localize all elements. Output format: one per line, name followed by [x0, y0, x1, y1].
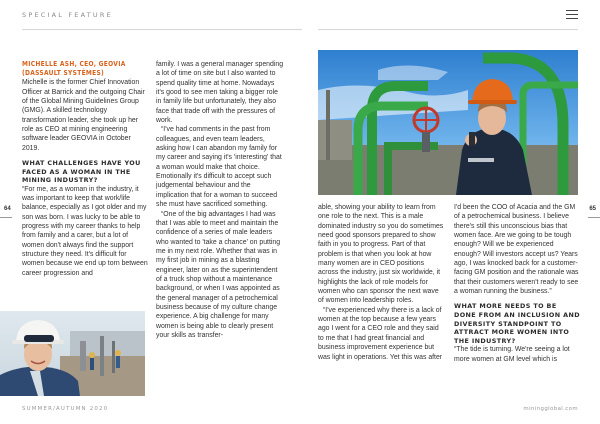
photo-worker-green-pipes: [318, 50, 578, 195]
hamburger-menu-icon[interactable]: [566, 10, 578, 20]
article-column-1: [22, 60, 148, 278]
body-paragraph: able, showing your ability to learn from one role to the next. This is a male dominated industry so you do sometimes need good sponsors prepared to show faith in you to progress. Part of that problem is that when you look at how many women are in CEO positions across the industry, just six worldwide, it highlights the lack of role models for women who can sponsor the next wave of women into leadership roles.: [318, 204, 444, 305]
page-number-right: 65: [589, 206, 596, 212]
page-tick-right: [588, 217, 600, 218]
question-heading-challenges: WHAT CHALLENGES HAVE YOU FACED AS A WOMAN IN THE MINING INDUSTRY?: [22, 158, 141, 185]
section-label: SPECIAL FEATURE: [22, 11, 113, 19]
page-tick-left: [0, 217, 12, 218]
body-paragraph: “The tide is turning. We're seeing a lot more women at GM level which is: [454, 346, 570, 363]
header-divider-left: [22, 29, 302, 30]
answer-paragraph: “For me, as a woman in the industry, it was important to keep that work/life balance, especially as I got older and my son was born. I was lucky to be able to progress with my career thanks to help from family and a carer, but a lot of women don't always find the support structure they need. It's difficult for women because we end up torn between career progression and: [22, 185, 148, 277]
body-paragraph: I'd been the COO of Acacia and the GM of a petrochemical business. I believe there's still this unconscious bias that women face. Are we going to be tough enough? Will we be experienced enough? Will investors accept us? Years ago, I was knocked back for a customer-facing GM position and the rationale was that their customers weren't ready to see a woman running the business.”: [454, 204, 579, 296]
issue-label: SUMMER/AUTUMN 2020: [22, 406, 109, 412]
profile-paragraph: Michelle is the former Chief Innovation Officer at Barrick and the outgoing Chair of the Global Mining Guidelines Group (GMG). A skilled technology transformation leader, she took up her role as CEO at mining engineering software leader GEOVIA in October 2019.: [22, 79, 145, 152]
body-paragraph: “I've experienced why there is a lack of women at the top because a few years ago I went for a CEO role and they said to me that I had great financial and business improvement experience but was light in operations. Yet this was after: [318, 306, 443, 361]
article-column-3: [318, 203, 446, 362]
page-number-left: 64: [4, 206, 11, 212]
header-divider-right: [318, 29, 578, 30]
body-paragraph: “One of the big advantages I had was that I was able to meet and maintain the confidence of a series of male leaders who wanted to 'take a chance' on putting me in my next role. Whether that was in my first job in mining as a blasting engineer, later on as the superintendent of a truck shop without a maintenance background, or when I was appointed as the general manager of a petrochemical business because of my culture change experience. A big challenge for many women is being able to clearly present your skills as transfer-: [156, 210, 281, 339]
question-heading-inclusion: WHAT MORE NEEDS TO BE DONE FROM AN INCLUSION AND DIVERSITY STANDPOINT TO ATTRACT MORE WOMEN INTO THE INDUSTRY?: [454, 302, 580, 345]
website-link[interactable]: miningglobal.com: [523, 406, 578, 412]
profile-heading: MICHELLE ASH, CEO, GEOVIA (DASSAULT SYSTÈMES): [22, 60, 126, 77]
article-column-2: [156, 60, 284, 340]
body-paragraph: “I've had comments in the past from colleagues, and even team leaders, asking how I can abandon my family for my career and saying it's 'interesting' that a woman would make that choice. Emotionally it's difficult to accept such judgemental behaviour and the implication that for a woman to succeed she must have sacrificed something.: [156, 126, 282, 209]
body-paragraph: family. I was a general manager spending a lot of time on site but I also wanted to spend quality time at home. Nowadays it's good to see men taking a bigger role in family life but unfortunately, they also face that trade off with the pressures of work.: [156, 61, 284, 125]
article-column-4: [454, 203, 580, 364]
photo-woman-hardhat: [0, 311, 145, 396]
